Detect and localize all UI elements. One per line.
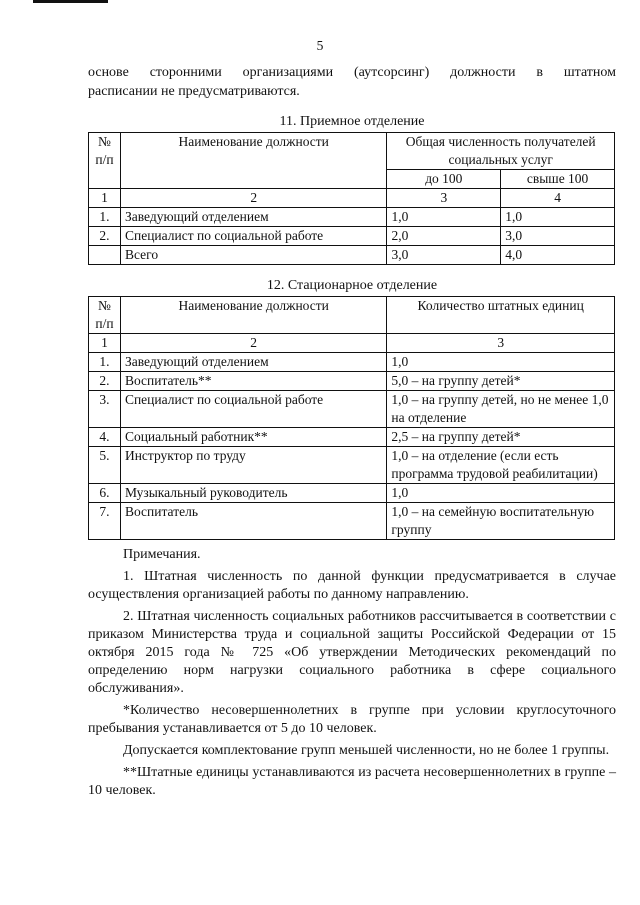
- row-name: Заведующий отделением: [120, 208, 386, 227]
- table-inpatient: [88, 296, 615, 540]
- table-row: [89, 353, 615, 372]
- table11-header-name: Наименование должности: [120, 133, 386, 189]
- table11-title: 11. Приемное отделение: [279, 114, 425, 129]
- table12-header-qty: Количество штатных единиц: [387, 297, 615, 334]
- note-1: 1. Штатная численность по данной функции предусматривается в случае осуществления организацией работы по данному направлению.: [88, 569, 616, 602]
- table11-index-cell: 4: [501, 189, 615, 208]
- note-5: **Штатные единицы устанавливаются из расчета несовершеннолетних в группе – 10 человек.: [88, 765, 616, 798]
- row-qty: 1,0 – на группу детей, но не менее 1,0 на отделение: [387, 391, 615, 428]
- table11-index-cell: 2: [120, 189, 386, 208]
- top-rule: [33, 0, 108, 3]
- table11-index-cell: 1: [89, 189, 121, 208]
- row-num: 5.: [89, 447, 121, 484]
- table11-header-sub2: свыше 100: [501, 170, 615, 189]
- row-name: Воспитатель: [120, 503, 386, 540]
- row-qty: 1,0 – на семейную воспитательную группу: [387, 503, 615, 540]
- row-name: Инструктор по труду: [120, 447, 386, 484]
- row-name: Музыкальный руководитель: [120, 484, 386, 503]
- row-num: 3.: [89, 391, 121, 428]
- notes-heading: Примечания.: [123, 547, 201, 562]
- row-value-a: 1,0: [387, 208, 501, 227]
- row-num: 2.: [89, 372, 121, 391]
- table12-header-name: Наименование должности: [120, 297, 386, 334]
- table11-header-num: № п/п: [89, 133, 121, 189]
- row-name: Всего: [120, 246, 386, 265]
- table12-title: 12. Стационарное отделение: [266, 278, 438, 293]
- row-value-b: 3,0: [501, 227, 615, 246]
- row-name: Воспитатель**: [120, 372, 386, 391]
- row-num: 2.: [89, 227, 121, 246]
- row-num: 1.: [89, 208, 121, 227]
- table-row: [89, 208, 615, 227]
- row-name: Специалист по социальной работе: [120, 227, 386, 246]
- table11-header-group: Общая численность получателей социальных услуг: [387, 133, 615, 170]
- note-3: *Количество несовершеннолетних в группе при условии круглосуточного пребывания устанавливается от 5 до 10 человек.: [88, 703, 616, 736]
- table-row: [89, 447, 615, 484]
- row-value-b: 4,0: [501, 246, 615, 265]
- table11-index-cell: 3: [387, 189, 501, 208]
- table-reception: [88, 132, 615, 265]
- table-row: [89, 372, 615, 391]
- note-2: 2. Штатная численность социальных работников рассчитывается в соответствии с приказом Министерства труда и социальной защиты Российской Федерации от 15 октября 2015 года № 725 «Об утверждении Методических рекомендаций по определению норм нагрузки социального работника в сфере социального обслуживания».: [88, 609, 616, 696]
- table-row: [89, 428, 615, 447]
- row-qty: 5,0 – на группу детей*: [387, 372, 615, 391]
- row-name: Специалист по социальной работе: [120, 391, 386, 428]
- table12-index-cell: 1: [89, 334, 121, 353]
- row-name: Социальный работник**: [120, 428, 386, 447]
- table12-index-cell: 3: [387, 334, 615, 353]
- row-value-a: 2,0: [387, 227, 501, 246]
- row-num: 7.: [89, 503, 121, 540]
- notes-section: [88, 546, 616, 804]
- note-4: Допускается комплектование групп меньшей численности, но не более 1 группы.: [123, 743, 610, 758]
- row-num: 1.: [89, 353, 121, 372]
- intro-line-2: расписании не предусматриваются.: [88, 84, 300, 99]
- row-qty: 2,5 – на группу детей*: [387, 428, 615, 447]
- table-row: [89, 391, 615, 428]
- table12-header-num: № п/п: [89, 297, 121, 334]
- intro-line-1: основе сторонними организациями (аутсорсинг) должности в штатном: [88, 65, 616, 80]
- table-row: [89, 227, 615, 246]
- row-value-b: 1,0: [501, 208, 615, 227]
- table-row: [89, 503, 615, 540]
- table12-index-cell: 2: [120, 334, 386, 353]
- table-row: [89, 484, 615, 503]
- row-num: 6.: [89, 484, 121, 503]
- row-qty: 1,0: [387, 353, 615, 372]
- table11-header-sub1: до 100: [387, 170, 501, 189]
- row-qty: 1,0 – на отделение (если есть программа трудовой реабилитации): [387, 447, 615, 484]
- row-num: [89, 246, 121, 265]
- row-num: 4.: [89, 428, 121, 447]
- row-value-a: 3,0: [387, 246, 501, 265]
- row-qty: 1,0: [387, 484, 615, 503]
- row-name: Заведующий отделением: [120, 353, 386, 372]
- page-number: 5: [316, 38, 324, 53]
- table-row: [89, 246, 615, 265]
